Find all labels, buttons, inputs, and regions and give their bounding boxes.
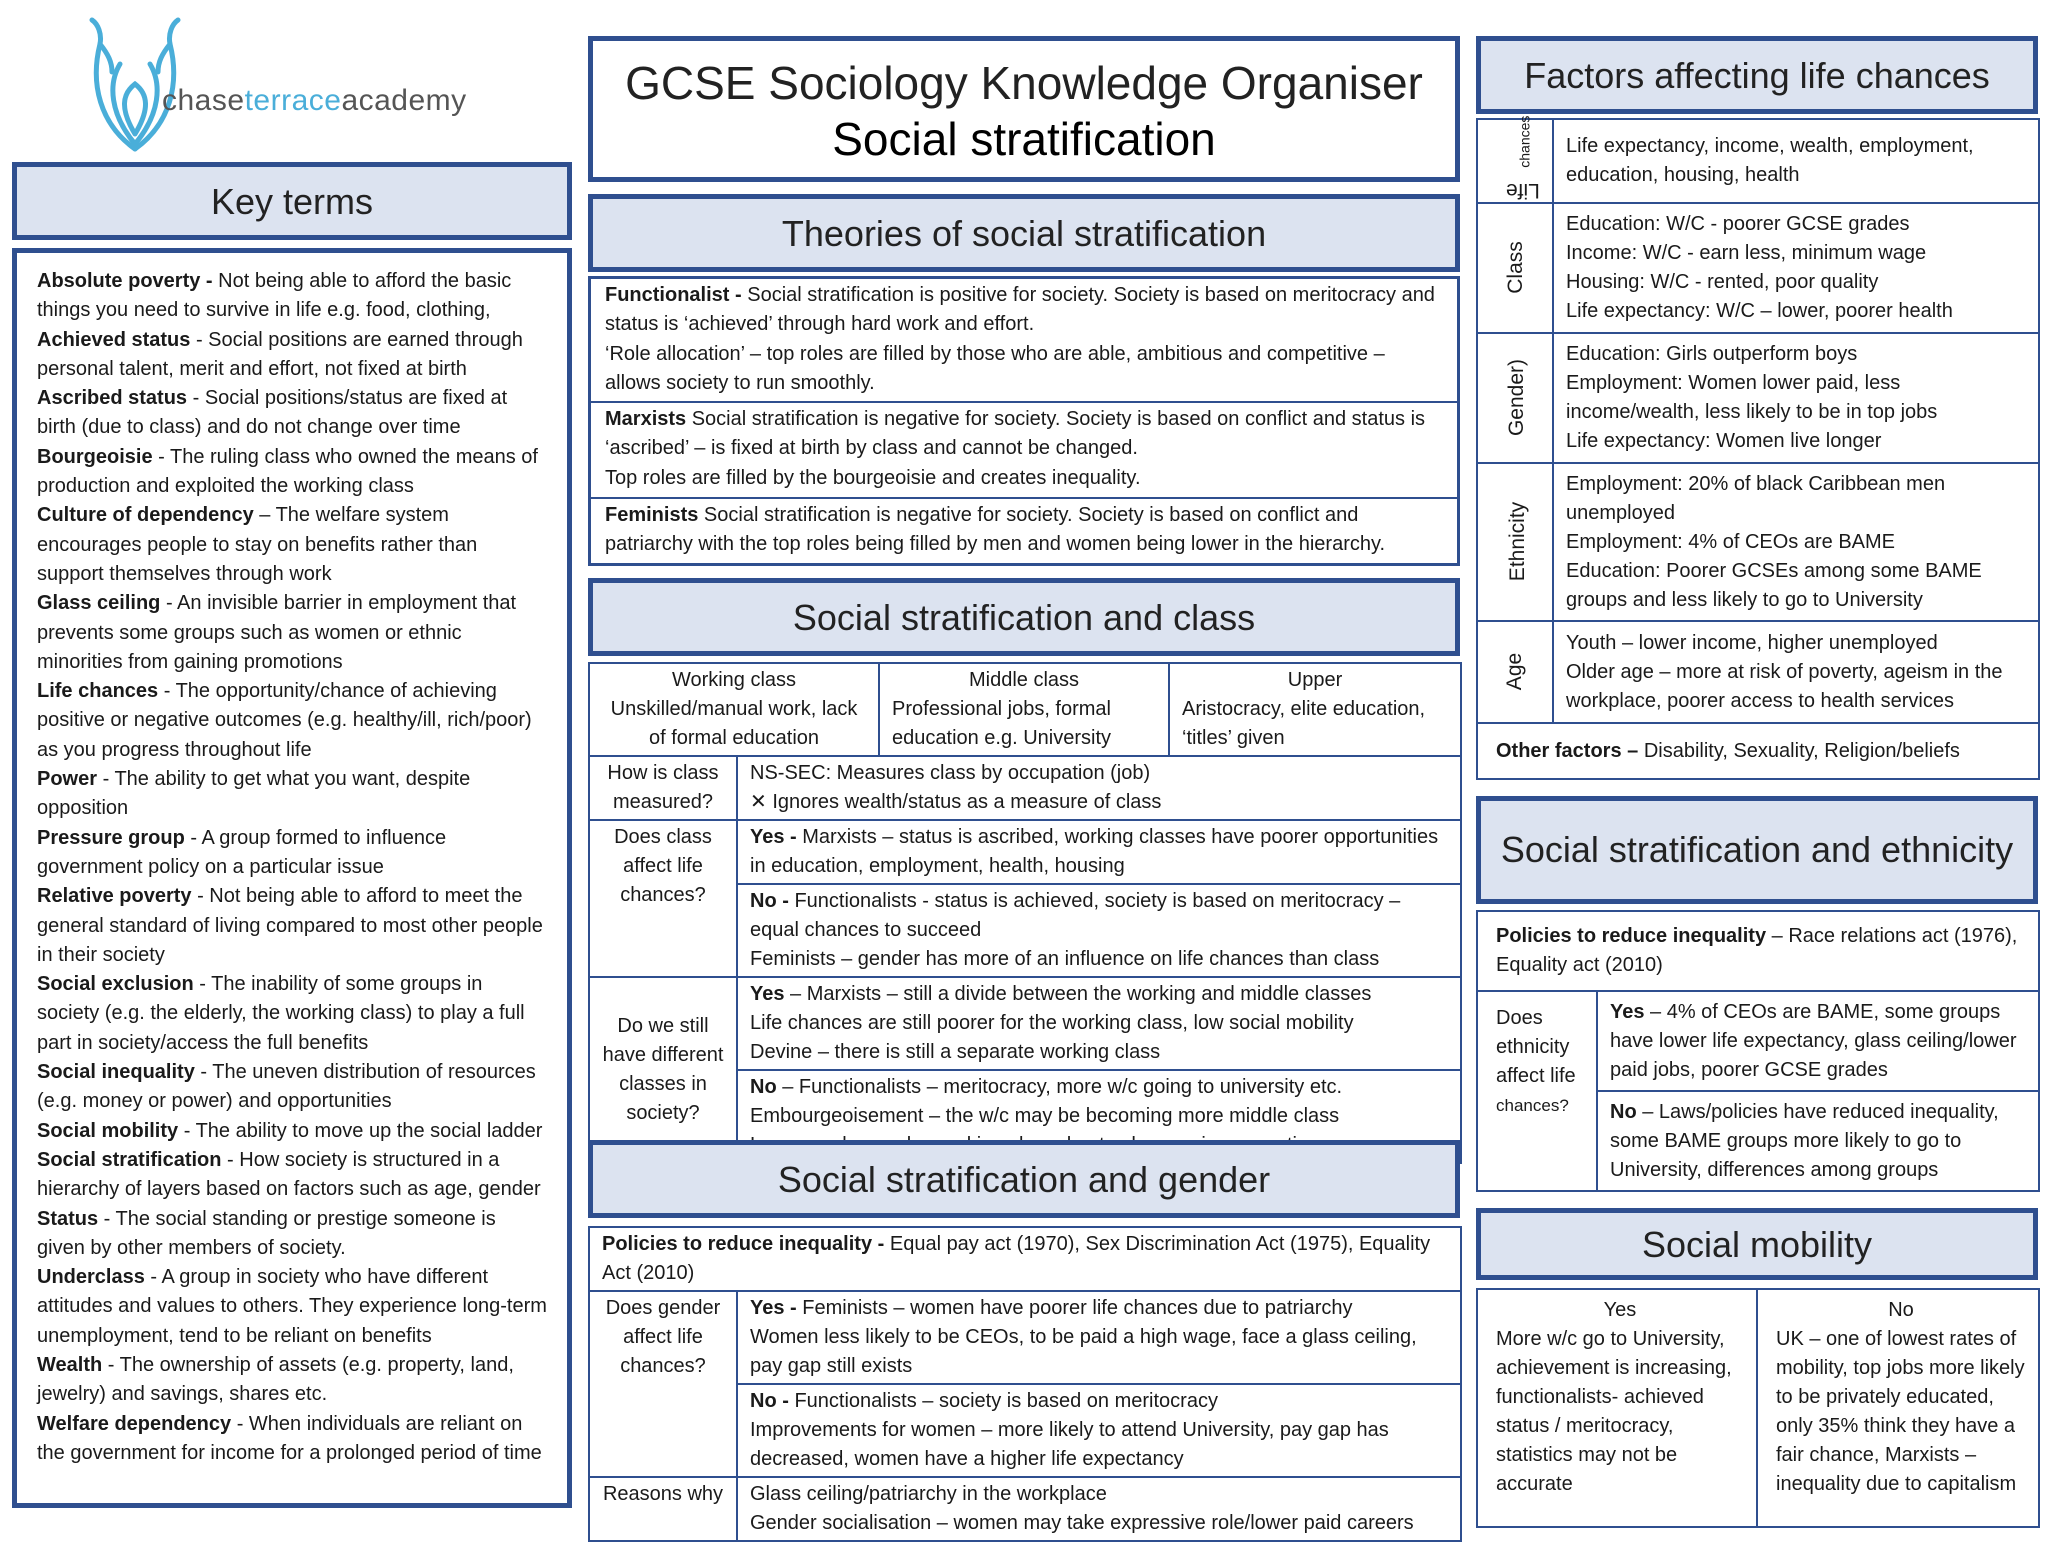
answer-line: Embourgeoisement – the w/c may be becoming more middle class <box>750 1105 1340 1127</box>
class-name: Working class <box>671 669 797 691</box>
factor-line: Youth – lower income, higher unemployed <box>1566 631 1938 654</box>
mobility-yes-text: More w/c go to University, achievement is increasing, functionalists- achieved status / meritocracy, statistics may not be accurate <box>1496 1328 1732 1495</box>
key-term-name: Social mobility <box>37 1119 179 1142</box>
theories-panel <box>588 276 1460 566</box>
factor-line: Housing: W/C - rented, poor quality <box>1566 271 1879 293</box>
factor-label-text: Life <box>1506 178 1540 202</box>
class-type <box>1169 663 1461 756</box>
key-term-name: Achieved status <box>37 328 191 351</box>
theory-text: Social stratification is negative for society. Society is based on conflict and patriarchy with the top roles being filled by men and women being lower in the hierarchy. <box>605 504 1386 556</box>
key-terms-panel <box>12 248 572 1508</box>
key-term-definition: - Social positions/status are fixed at birth (due to class) and do not change over time <box>37 387 508 439</box>
factors-table <box>1476 115 2040 780</box>
key-term-definition: - The social standing or prestige someone is given by other members of society. <box>37 1207 496 1259</box>
factor-row <box>1477 463 2039 621</box>
answer-label: Yes <box>750 983 785 1005</box>
factors-panel <box>1476 115 2038 780</box>
ethnicity-panel <box>1476 910 2038 1192</box>
key-term-name: Social stratification <box>37 1148 222 1171</box>
row-answer <box>1597 991 2039 1091</box>
answer-line: Women less likely to be CEOs, to be paid a high wage, face a glass ceiling, pay gap still exists <box>750 1326 1417 1377</box>
key-term-definition: Not being able to afford the basic things you need to survive in life e.g. food, clothing, <box>37 270 512 322</box>
factor-label-text: Class <box>1503 241 1527 294</box>
factor-label <box>1477 333 1553 463</box>
logo-text <box>162 84 467 118</box>
key-term-item <box>37 1146 549 1205</box>
answer-text: Functionalists - status is achieved, society is based on meritocracy – equal chances to succeed <box>750 890 1401 941</box>
theory-text: Social stratification is negative for society. Society is based on conflict and status is ‘ascribed’ – is fixed at birth by class and cannot be changed. <box>605 408 1426 460</box>
answer-line: NS-SEC: Measures class by occupation (job) <box>750 762 1151 784</box>
factor-text <box>1553 621 2039 723</box>
gender-yes-row <box>589 1291 1461 1384</box>
key-term-name: Relative poverty <box>37 885 192 908</box>
mobility-table <box>1476 1288 2040 1528</box>
answer-text: – 4% of CEOs are BAME, some groups have lower life expectancy, glass ceiling/lower paid jobs, poorer GCSE grades <box>1610 1001 2017 1081</box>
answer-text: Disability, Sexuality, Religion/beliefs <box>1638 739 1960 762</box>
policies-cell <box>1477 911 2039 991</box>
key-terms-list <box>17 253 567 1468</box>
other-factors <box>1477 723 2039 779</box>
row-question: Does gender affect life chances? <box>589 1291 737 1477</box>
affect-yes-row <box>589 820 1461 884</box>
ethnicity-yes-row <box>1477 991 2039 1091</box>
class-heading: Social stratification and class <box>588 578 1460 656</box>
row-question: How is class measured? <box>589 756 737 820</box>
factor-line: Employment: Women lower paid, less income/wealth, less likely to be in top jobs <box>1566 372 1938 423</box>
key-term-name: Status <box>37 1207 99 1230</box>
answer-label: Yes - <box>750 1297 797 1319</box>
mobility-row <box>1477 1289 2039 1527</box>
row-question <box>1477 991 1597 1191</box>
factor-line: Education: Poorer GCSEs among some BAME groups and less likely to go to University <box>1566 559 1982 611</box>
key-term-definition: - The uneven distribution of resources (e.g. money or power) and opportunities <box>37 1061 536 1113</box>
factor-line: Employment: 4% of CEOs are BAME <box>1566 530 1896 553</box>
answer-text: – Marxists – still a divide between the working and middle classes <box>784 983 1372 1005</box>
mobility-yes-head: Yes <box>1603 1299 1637 1321</box>
key-term-item <box>37 384 549 443</box>
answer-text: – Laws/policies have reduced inequality, some BAME groups more likely to go to University, differences among groups <box>1610 1101 1999 1181</box>
key-term-item <box>37 882 549 970</box>
answer-label: No <box>1610 1101 1637 1123</box>
key-term-item <box>37 501 549 589</box>
ethnicity-heading: Social stratification and ethnicity <box>1476 796 2038 904</box>
theory-label: Functionalist - <box>605 284 742 306</box>
mobility-yes <box>1477 1289 1757 1527</box>
answer-label: Yes - <box>750 826 797 848</box>
answer-text: – Race relations act (1976), Equality act (2010) <box>1496 925 2018 976</box>
theories-heading: Theories of social stratification <box>588 194 1460 272</box>
answer-text: – Functionalists – meritocracy, more w/c going to university etc. <box>776 1076 1343 1098</box>
factor-row <box>1477 119 2039 203</box>
factor-label-small: chances <box>1516 115 1533 168</box>
factor-label <box>1477 115 1553 203</box>
key-term-item <box>37 1058 549 1117</box>
class-desc: Professional jobs, formal education e.g. University <box>892 698 1112 749</box>
key-term-item <box>37 677 549 765</box>
key-term-item <box>37 267 549 326</box>
gender-table <box>588 1226 1462 1542</box>
theory-label: Feminists <box>605 504 699 526</box>
functionalist-theory <box>591 279 1457 403</box>
key-term-name: Glass ceiling <box>37 592 161 615</box>
answer-label: Other factors – <box>1496 739 1639 762</box>
factor-line: Life expectancy: W/C – lower, poorer health <box>1566 300 1953 322</box>
row-answer <box>737 1384 1461 1477</box>
factor-line: Older age – more at risk of poverty, ageism in the workplace, poorer access to health services <box>1566 660 2003 712</box>
factor-line: Education: Girls outperform boys <box>1566 343 1858 365</box>
theory-text: ‘Role allocation’ – top roles are filled by those who are able, ambitious and competitive – allows society to run smoothly. <box>605 342 1385 394</box>
answer-label: Policies to reduce inequality - <box>602 1233 885 1255</box>
class-name: Middle class <box>968 669 1080 691</box>
answer-text: Feminists – women have poorer life chances due to patriarchy <box>796 1297 1353 1319</box>
theory-text: Social stratification is positive for society. Society is based on meritocracy and status is ‘achieved’ through hard work and effort. <box>605 284 1435 336</box>
factor-text <box>1553 203 2039 333</box>
logo-text-part: terrace <box>244 84 342 117</box>
key-term-name: Ascribed status <box>37 387 188 410</box>
class-type <box>879 663 1169 756</box>
key-term-definition: - A group formed to influence government policy on a particular issue <box>37 826 447 878</box>
factor-line: Employment: 20% of black Caribbean men unemployed <box>1566 472 1946 524</box>
row-answer <box>737 977 1461 1070</box>
key-term-definition: - A group in society who have different attitudes and values to others. They experience long-term unemployment, tend to be reliant on benefits <box>37 1266 547 1347</box>
factor-line: Life expectancy: Women live longer <box>1566 430 1882 452</box>
key-term-name: Underclass <box>37 1266 145 1289</box>
factor-label-text: Ethnicity <box>1506 501 1530 582</box>
answer-line: Life chances are still poorer for the working class, low social mobility <box>750 1012 1354 1034</box>
key-term-name: Social exclusion <box>37 973 194 996</box>
key-term-name: Culture of dependency <box>37 504 254 527</box>
key-term-name: Absolute poverty - <box>37 270 213 292</box>
factors-heading: Factors affecting life chances <box>1476 36 2038 114</box>
factor-label-text: Gender) <box>1505 358 1529 437</box>
key-term-definition: - How society is structured in a hierarchy of layers based on factors such as age, gender <box>37 1148 541 1201</box>
policies-cell <box>589 1227 1461 1291</box>
row-answer <box>737 1477 1461 1541</box>
class-desc: Aristocracy, elite education, ‘titles’ given <box>1182 698 1426 749</box>
factor-line: Income: W/C - earn less, minimum wage <box>1566 242 1927 264</box>
factor-row <box>1477 333 2039 463</box>
answer-label: Policies to reduce inequality <box>1496 925 1767 947</box>
key-term-definition: - The opportunity/chance of achieving positive or negative outcomes (e.g. healthy/ill, rich/poor) as you progress throughout life <box>37 680 532 761</box>
factor-label <box>1477 203 1553 333</box>
factor-label <box>1477 463 1553 621</box>
logo-text-part: academy <box>341 84 467 117</box>
key-terms-heading: Key terms <box>12 162 572 240</box>
gender-heading: Social stratification and gender <box>588 1140 1460 1218</box>
class-desc: Unskilled/manual work, lack of formal education <box>610 698 858 749</box>
key-term-item <box>37 1410 549 1469</box>
key-term-definition: - The inability of some groups in society (e.g. the elderly, the working class) to play a full part in society/access the full benefits <box>37 973 525 1054</box>
key-term-item <box>37 970 549 1058</box>
factor-row <box>1477 621 2039 723</box>
key-term-definition: - The ownership of assets (e.g. property, land, jewelry) and savings, shares etc. <box>37 1353 514 1406</box>
mobility-no-text: UK – one of lowest rates of mobility, top jobs more likely to be privately educated, only 35% think they have a fair chance, Marxists – inequality due to capitalism <box>1776 1328 2025 1495</box>
row-answer <box>1597 1091 2039 1191</box>
class-name: Upper <box>1287 669 1343 691</box>
answer-line: Feminists – gender has more of an influence on life chances than class <box>750 948 1380 970</box>
row-question: Reasons why <box>589 1477 737 1541</box>
factor-label-text: Age <box>1503 652 1527 691</box>
gender-policies-row <box>589 1227 1461 1291</box>
ethnicity-policies-row <box>1477 911 2039 991</box>
factor-row <box>1477 203 2039 333</box>
logo-text-part: chase <box>162 84 245 117</box>
row-answer <box>737 884 1461 977</box>
factor-line: Life expectancy, income, wealth, employment, education, housing, health <box>1566 135 1974 186</box>
key-term-item <box>37 326 549 385</box>
page-subtitle: Social stratification <box>832 113 1216 165</box>
key-term-definition: - Not being able to afford to meet the general standard of living compared to most other people in their society <box>37 885 543 966</box>
answer-line: Devine – there is still a separate working class <box>750 1041 1161 1063</box>
theory-label: Marxists <box>605 408 687 430</box>
mobility-no-head: No <box>1888 1299 1914 1321</box>
answer-line: Improvements for women – more likely to attend University, pay gap has decreased, women have a higher life expectancy <box>750 1419 1389 1470</box>
answer-label: Yes <box>1610 1001 1645 1023</box>
mobility-heading: Social mobility <box>1476 1208 2038 1280</box>
factor-label <box>1477 621 1553 723</box>
key-term-item <box>37 824 549 883</box>
answer-label: No - <box>750 890 789 912</box>
feminist-theory <box>591 499 1457 562</box>
key-term-item <box>37 765 549 824</box>
other-factors-row <box>1477 723 2039 779</box>
key-term-item <box>37 443 549 502</box>
key-term-definition: – The welfare system encourages people to stay on benefits rather than support themselves through work <box>37 504 478 585</box>
key-term-definition: - The ability to move up the social ladder <box>178 1119 543 1142</box>
key-term-name: Wealth <box>37 1353 103 1376</box>
factor-line: Education: W/C - poorer GCSE grades <box>1566 213 1910 235</box>
gender-reasons-row <box>589 1477 1461 1541</box>
key-term-item <box>37 1263 549 1351</box>
row-answer <box>737 1291 1461 1384</box>
row-answer <box>737 820 1461 884</box>
mobility-panel <box>1476 1288 2038 1528</box>
row-answer <box>737 756 1461 820</box>
answer-line: ✕ Ignores wealth/status as a measure of class <box>750 791 1162 813</box>
key-term-definition: - The ability to get what you want, despite opposition <box>37 768 471 820</box>
class-table <box>588 662 1462 1164</box>
still-yes-row <box>589 977 1461 1070</box>
factor-text <box>1553 463 2039 621</box>
answer-text: Equal pay act (1970), Sex Discrimination Act (1975), Equality Act (2010) <box>602 1233 1431 1284</box>
key-term-item <box>37 1117 549 1146</box>
measured-row <box>589 756 1461 820</box>
row-question: Does class affect life chances? <box>589 820 737 977</box>
question-text: Does ethnicity affect life <box>1496 1007 1576 1087</box>
key-term-name: Bourgeoisie <box>37 445 153 468</box>
key-term-item <box>37 1351 549 1410</box>
key-term-name: Pressure group <box>37 826 185 849</box>
mobility-no <box>1757 1289 2039 1527</box>
answer-text: Marxists – status is ascribed, working classes have poorer opportunities in education, employment, health, housing <box>750 826 1439 877</box>
page-title: GCSE Sociology Knowledge Organiser <box>625 57 1423 109</box>
ethnicity-table <box>1476 910 2040 1192</box>
key-term-item <box>37 589 549 677</box>
title-box <box>588 36 1460 182</box>
theory-text: Top roles are filled by the bourgeoisie and creates inequality. <box>605 466 1141 489</box>
class-type <box>589 663 879 756</box>
key-term-name: Social inequality <box>37 1061 195 1084</box>
key-term-name: Life chances <box>37 680 159 703</box>
factor-text <box>1553 119 2039 203</box>
class-types-row <box>589 663 1461 756</box>
class-panel <box>588 662 1460 1164</box>
answer-text: Functionalists – society is based on meritocracy <box>788 1390 1218 1412</box>
key-term-definition: - An invisible barrier in employment that prevents some groups such as women or ethnic minorities from gaining promotions <box>37 592 517 673</box>
key-term-definition: - The ruling class who owned the means of production and exploited the working class <box>37 445 538 498</box>
question-text: chances? <box>1496 1096 1569 1115</box>
row-question: Do we still have different classes in society? <box>589 977 737 1163</box>
key-term-name: Welfare dependency <box>37 1412 232 1435</box>
gender-panel <box>588 1226 1460 1542</box>
answer-line: Gender socialisation – women may take expressive role/lower paid careers <box>750 1512 1414 1534</box>
key-term-item <box>37 1205 549 1264</box>
answer-label: No <box>750 1076 777 1098</box>
answer-line: Glass ceiling/patriarchy in the workplace <box>750 1483 1107 1505</box>
factor-text <box>1553 333 2039 463</box>
marxist-theory <box>591 403 1457 499</box>
logo <box>80 14 480 154</box>
answer-label: No - <box>750 1390 789 1412</box>
key-term-definition: - Social positions are earned through personal talent, merit and effort, not fixed at birth <box>37 328 523 380</box>
key-term-name: Power <box>37 768 98 791</box>
key-term-definition: - When individuals are reliant on the government for income for a prolonged period of time <box>37 1412 542 1464</box>
